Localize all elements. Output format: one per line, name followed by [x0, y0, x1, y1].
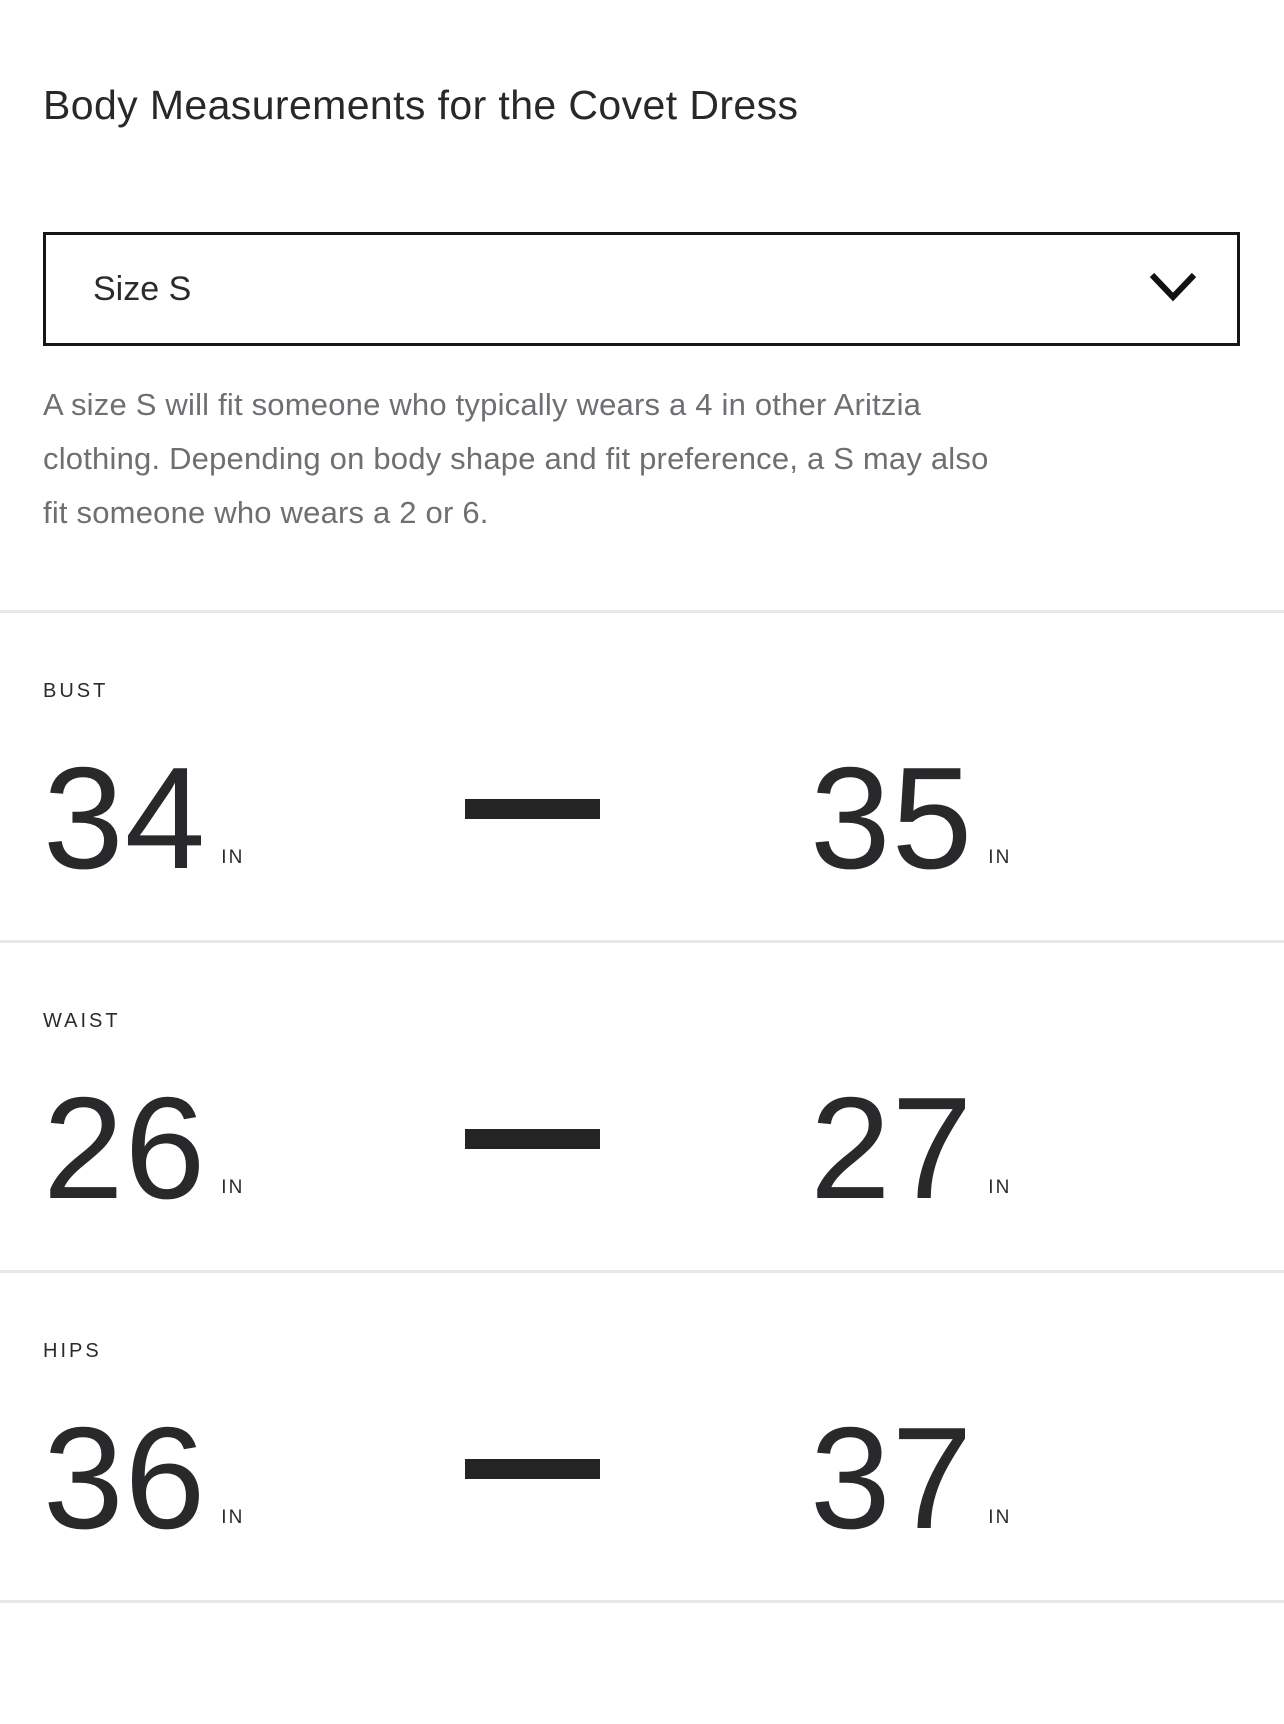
- max-unit: IN: [988, 1507, 1012, 1528]
- section-divider: [0, 1270, 1284, 1273]
- measurement-min-value: [43, 1397, 465, 1559]
- measurement-sections: [0, 610, 1284, 1603]
- size-fit-description: [43, 378, 1241, 540]
- max-number: 35: [810, 737, 974, 899]
- measurement-section-hips: [0, 1340, 1284, 1559]
- measurement-min-value: [43, 737, 465, 899]
- max-unit: IN: [988, 1177, 1012, 1198]
- min-unit: IN: [221, 1177, 245, 1198]
- measurement-max-value: [810, 1067, 1012, 1229]
- min-unit: IN: [221, 1507, 245, 1528]
- max-number: 37: [810, 1397, 974, 1559]
- measurement-label: WAIST: [43, 1010, 121, 1032]
- measurement-range-row: [43, 1397, 1284, 1559]
- measurement-min-value: [43, 1067, 465, 1229]
- min-number: 34: [43, 737, 207, 899]
- chevron-down-icon: [1149, 272, 1197, 307]
- measurement-section-waist: [0, 1010, 1284, 1229]
- description-line: fit someone who wears a 2 or 6.: [43, 495, 489, 530]
- measurement-section-bust: [0, 680, 1284, 899]
- measurement-max-value: [810, 1397, 1012, 1559]
- range-dash: [465, 1129, 600, 1149]
- range-dash: [465, 1459, 600, 1479]
- min-number: 36: [43, 1397, 207, 1559]
- measurement-label: BUST: [43, 680, 109, 702]
- description-line: clothing. Depending on body shape and fit preference, a S may also: [43, 441, 989, 476]
- range-dash: [465, 799, 600, 819]
- size-select-dropdown[interactable]: [43, 232, 1240, 346]
- max-unit: IN: [988, 847, 1012, 868]
- measurement-range-row: [43, 1067, 1284, 1229]
- min-number: 26: [43, 1067, 207, 1229]
- section-divider: [0, 610, 1284, 613]
- measurement-range-row: [43, 737, 1284, 899]
- section-divider: [0, 1600, 1284, 1603]
- max-number: 27: [810, 1067, 974, 1229]
- measurement-max-value: [810, 737, 1012, 899]
- measurement-label: HIPS: [43, 1340, 102, 1362]
- page-title: Body Measurements for the Covet Dress: [43, 82, 799, 128]
- section-divider: [0, 940, 1284, 943]
- min-unit: IN: [221, 847, 245, 868]
- size-select-value: Size S: [93, 269, 192, 308]
- description-line: A size S will fit someone who typically wears a 4 in other Aritzia: [43, 387, 922, 422]
